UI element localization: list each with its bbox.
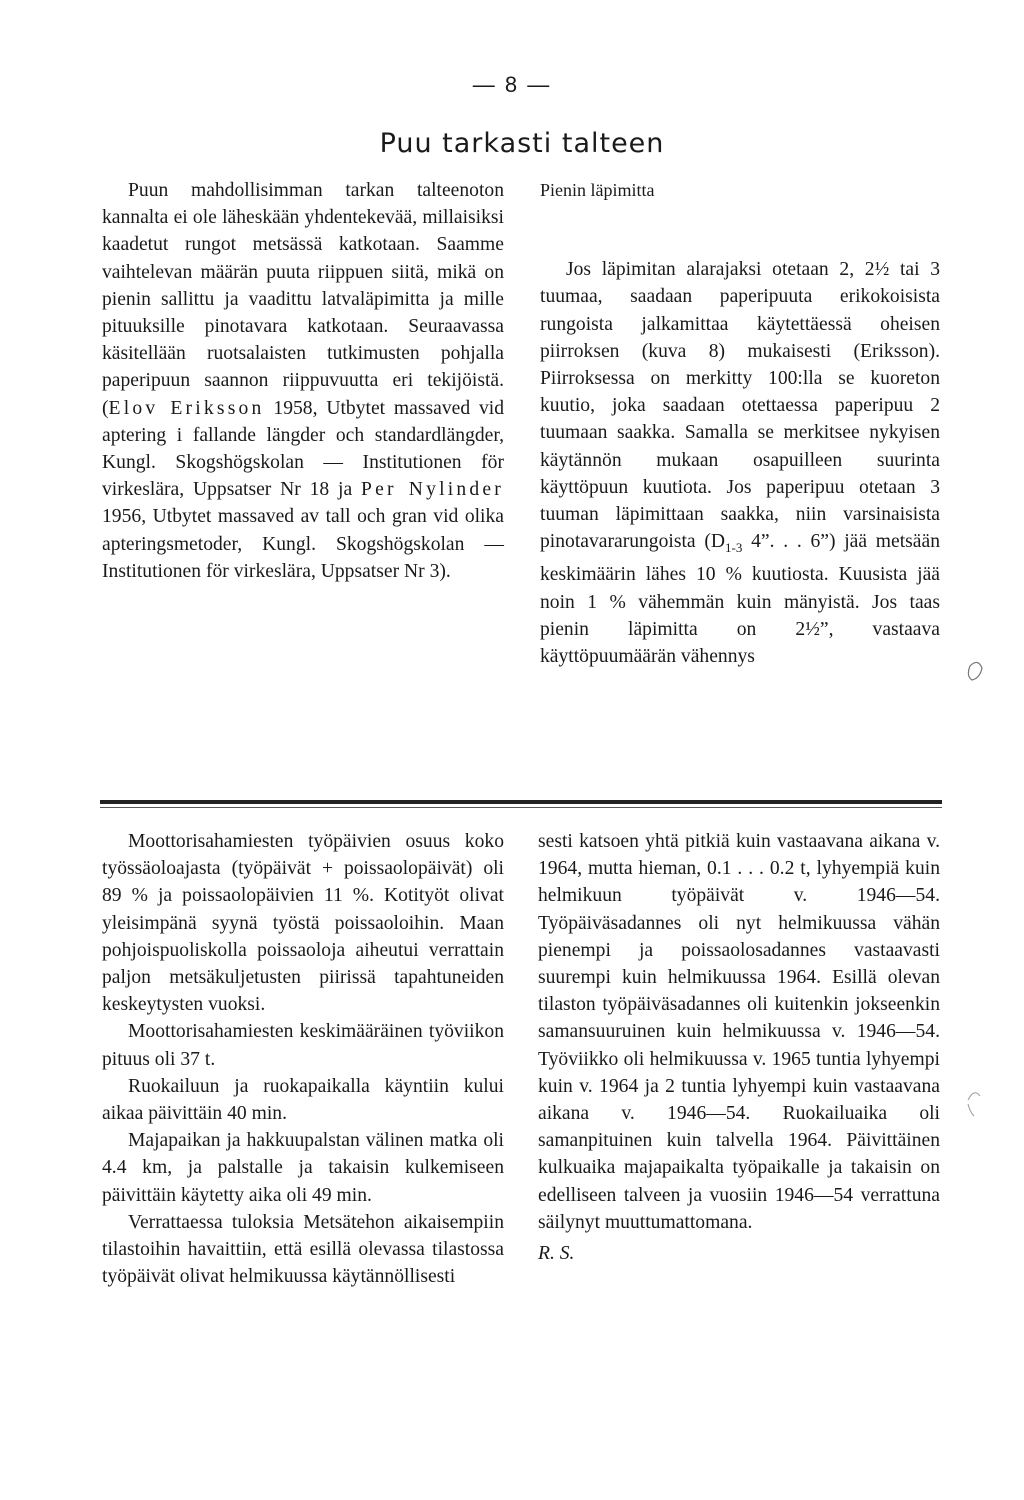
diameter-column <box>540 177 940 670</box>
author-elov-eriksson: Elov Eriksson <box>108 397 265 419</box>
paper-blemish-2 <box>960 1080 990 1140</box>
section-divider-thin <box>100 807 942 808</box>
section-subheading: Pienin läpimitta <box>540 180 655 200</box>
diameter-text-end: 4”. . . 6”) jää metsään keskimäärin lähes 10 % kuutiosta. Kuusista jää noin 1 % vähemmän kuin mänyistä. Jos taas pienin läpimitta on 2½”, vastaava käyttöpuumäärän vähennys <box>540 531 941 667</box>
article-title: Puu tarkasti talteen <box>379 128 665 159</box>
stats-column-left <box>102 828 504 1290</box>
stats-paragraph: Verrattaessa tuloksia Metsätehon aikaisempiin tilastoihin havaittiin, että esillä olevassa tilastossa työpäivät olivat helmikuussa käytännöllisesti <box>102 1211 504 1288</box>
paper-blemish <box>960 650 990 770</box>
section-divider <box>100 800 942 804</box>
intro-text-end: 1956, Utbytet massaved av tall och gran vid olika apteringsmetoder, Kungl. Skogshögskolan — Institutionen för virkeslära, Uppsatser Nr 3). <box>102 506 504 582</box>
comparison-paragraph: sesti katsoen yhtä pitkiä kuin vastaavana aikana v. 1964, mutta hieman, 0.1 . . . 0.2 t, lyhyempiä kuin helmikuun työpäivät v. 1946—54. Työpäiväsadannes oli nyt helmikuussa vähän pienempi ja poissaolosadannes vastaavasti suurempi kuin helmikuussa 1964. Esillä olevan tilaston työpäiväsadannes oli kuitenkin jokseenkin samansuuruinen kuin helmikuussa v. 1946—54. Työviikko oli helmikuussa v. 1965 tuntia lyhyempi kuin v. 1964 ja 2 tuntia lyhyempi kuin vastaavana aikana v. 1946—54. Ruokailuaika oli samanpituinen kuin talvella 1964. Päivittäinen kulkuaika majapaikalta työpaikalle ja takaisin on edelliseen talveen ja vuosiin 1946—54 verrattuna säilynyt muuttumattomana. <box>538 831 940 1233</box>
intro-text-mid: 1958, Utbytet massaved vid aptering i fallande längder och standardlängder, Kungl. Skogshögskolan — Institutionen för virkeslära, Uppsatser Nr 18 ja <box>102 397 504 501</box>
stats-paragraph: Majapaikan ja hakkuupalstan välinen matka oli 4.4 km, ja palstalle ja takaisin kulkemiseen päivittäin käytetty aika oli 49 min. <box>102 1130 504 1206</box>
author-signature: R. S. <box>538 1243 575 1265</box>
diameter-text: Jos läpimitan alarajaksi otetaan 2, 2½ tai 3 tuumaa, saadaan paperipuuta erikokoisista rungoista jalkamittaa käytettäessä oheisen piirroksen (kuva 8) mukaisesti (Eriksson). Piirroksessa on merkitty 100:lla se kuoreton kuutio, joka saadaan otettaessa paperipuu 2 tuumaan saakka. Samalla se merkitsee nykyisen käytännön mukaan osapuilleen suurinta käyttöpuun kuutiota. Jos paperipuu otetaan 3 tuuman läpimittaan saakka, niin varsinaisista pinotavararungoista (D <box>540 259 940 553</box>
author-per-nylinder: Per Nylinder <box>361 479 504 501</box>
intro-paragraph <box>102 177 504 585</box>
diameter-subscript: 1-3 <box>725 540 743 556</box>
diameter-paragraph <box>540 256 940 670</box>
stats-paragraph: Ruokailuun ja ruokapaikalla käyntiin kului aikaa päivittäin 40 min. <box>102 1075 504 1125</box>
stats-paragraph: Moottorisahamiesten keskimääräinen työviikon pituus oli 37 t. <box>102 1021 504 1070</box>
intro-column <box>102 177 504 585</box>
stats-paragraph: Moottorisahamiesten työpäivien osuus koko työssäoloajasta (työpäivät + poissaolopäivät) oli 89 % ja poissaolopäivien 11 %. Kotityöt olivat yleisimpänä syynä työstä poissaoloihin. Maan pohjoispuoliskolla poissaoloja aiheutui verrattain paljon metsäkuljetusten piirissä tapahtuneiden keskeytysten vuoksi. <box>102 831 504 1016</box>
stats-column-right <box>538 828 940 1267</box>
intro-text-start: Puun mahdollisimman tarkan talteenoton kannalta ei ole läheskään yhdentekevää, millaisiksi kaadetut rungot metsässä katkotaan. Saamme vaihtelevan määrän puuta riippuen siitä, mikä on pienin sallittu ja vaadittu latvaläpimitta ja mille pituuksille pinotavara katkotaan. Seuraavassa käsitellään ruotsalaisten tutkimusten pohjalla paperipuun saannon riippuvuutta eri tekijöistä. ( <box>102 180 504 419</box>
page-number: — 8 — <box>472 72 552 97</box>
